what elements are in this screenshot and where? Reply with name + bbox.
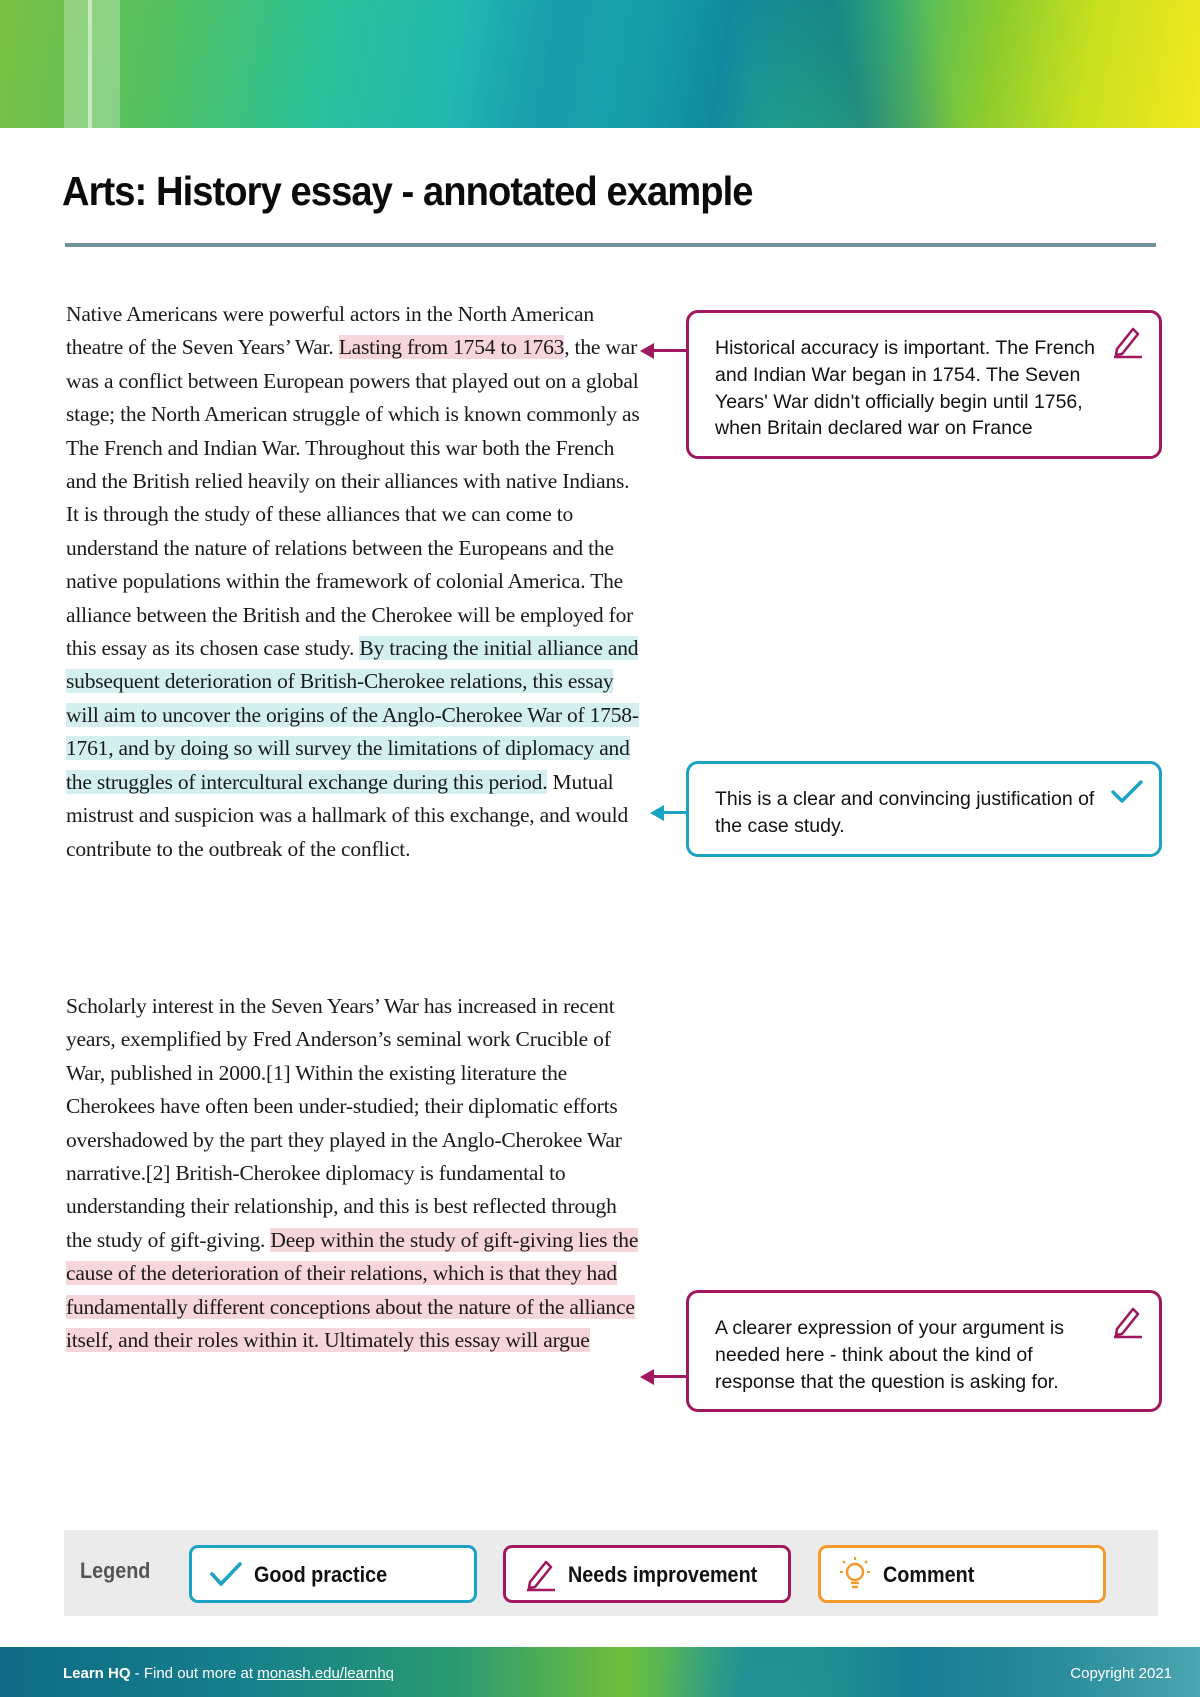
annotation-case-study xyxy=(686,761,1162,857)
page-title: Arts: History essay - annotated example xyxy=(62,168,753,214)
annotation-text: Historical accuracy is important. The French and Indian War began in 1754. The Seven Years' War didn't officially begin until 1756, when Britain declared war on France xyxy=(715,337,1096,440)
annotation-arrow-2 xyxy=(650,805,686,821)
legend-needs-improvement xyxy=(503,1545,791,1603)
essay-text: , the war was a conflict between European powers that played out on a global stage; the North American struggle of which is known commonly as The French and Indian War. Throughout this war both the French and the British relied heavily on their alliances with native Indians. It is through the study of these alliances that we can come to understand the nature of relations between the Europeans and the native populations within the framework of colonial America. The alliance between the British and the Cherokee will be employed for this essay as its chosen case study. xyxy=(66,335,640,661)
essay-text: Native Americans were powerful actors in the North American theatre of the Seven Years’ War. xyxy=(66,302,594,360)
annotation-accuracy xyxy=(686,310,1162,459)
footer-brand: Learn HQ xyxy=(63,1665,131,1682)
banner-decoration xyxy=(64,0,120,128)
footer-link[interactable]: monash.edu/learnhq xyxy=(257,1665,394,1682)
legend-needs-label: Needs improvement xyxy=(568,1562,758,1587)
legend-good-practice xyxy=(189,1545,477,1603)
legend-good-label: Good practice xyxy=(254,1562,388,1587)
annotation-arrow-3 xyxy=(640,1369,686,1385)
annotation-argument xyxy=(686,1290,1162,1412)
checkmark-icon xyxy=(208,1556,244,1592)
annotation-text: A clearer expression of your argument is needed here - think about the kind of response that the question is asking for. xyxy=(715,1317,1065,1393)
title-divider xyxy=(65,243,1156,247)
pencil-icon xyxy=(522,1556,558,1592)
annotation-arrow-1 xyxy=(640,343,686,359)
legend-comment xyxy=(818,1545,1106,1603)
pencil-icon xyxy=(1109,323,1145,359)
annotation-text: This is a clear and convincing justification of the case study. xyxy=(715,788,1095,837)
lightbulb-icon xyxy=(837,1556,873,1592)
header-banner xyxy=(0,0,1200,128)
pencil-icon xyxy=(1109,1303,1145,1339)
essay-text: Scholarly interest in the Seven Years’ War has increased in recent years, exemplified by Fred Anderson’s seminal work Crucible of War, published in 2000.[1] Within the existing literature the Cherokees have often been under-studied; their diplomatic efforts overshadowed by the part they played in the Anglo-Cherokee War narrative.[2] British-Cherokee diplomacy is fundamental to understanding their relationship, and this is best reflected through the study of gift-giving. xyxy=(66,994,622,1252)
essay-paragraph-2 xyxy=(66,990,646,1357)
legend xyxy=(64,1530,1158,1616)
highlighted-text-pink: Deep within the study of gift-giving lies the cause of the deterioration of their relations, which is that they had fundamentally different conceptions about the nature of the alliance itself, and their roles within it. Ultimately this essay will argue xyxy=(66,1227,639,1353)
highlighted-text-teal: By tracing the initial alliance and subsequent deterioration of British-Cherokee relations, this essay will aim to uncover the origins of the Anglo-Cherokee War of 1758-1761, and by doing so will survey the limitations of diplomacy and the struggles of intercultural exchange during this period. xyxy=(66,636,639,794)
essay-text: Mutual mistrust and suspicion was a hallmark of this exchange, and would contribute to the outbreak of the conflict. xyxy=(66,769,629,861)
footer-info xyxy=(63,1665,394,1682)
highlighted-text-pink: Lasting from 1754 to 1763 xyxy=(338,335,565,360)
footer-banner xyxy=(0,1647,1200,1697)
footer-copyright: Copyright 2021 xyxy=(1070,1665,1172,1682)
checkmark-icon xyxy=(1109,774,1145,810)
legend-label: Legend xyxy=(80,1558,151,1583)
essay-paragraph-1 xyxy=(66,298,646,866)
legend-comment-label: Comment xyxy=(883,1562,975,1587)
footer-text: - Find out more at xyxy=(130,1665,258,1682)
